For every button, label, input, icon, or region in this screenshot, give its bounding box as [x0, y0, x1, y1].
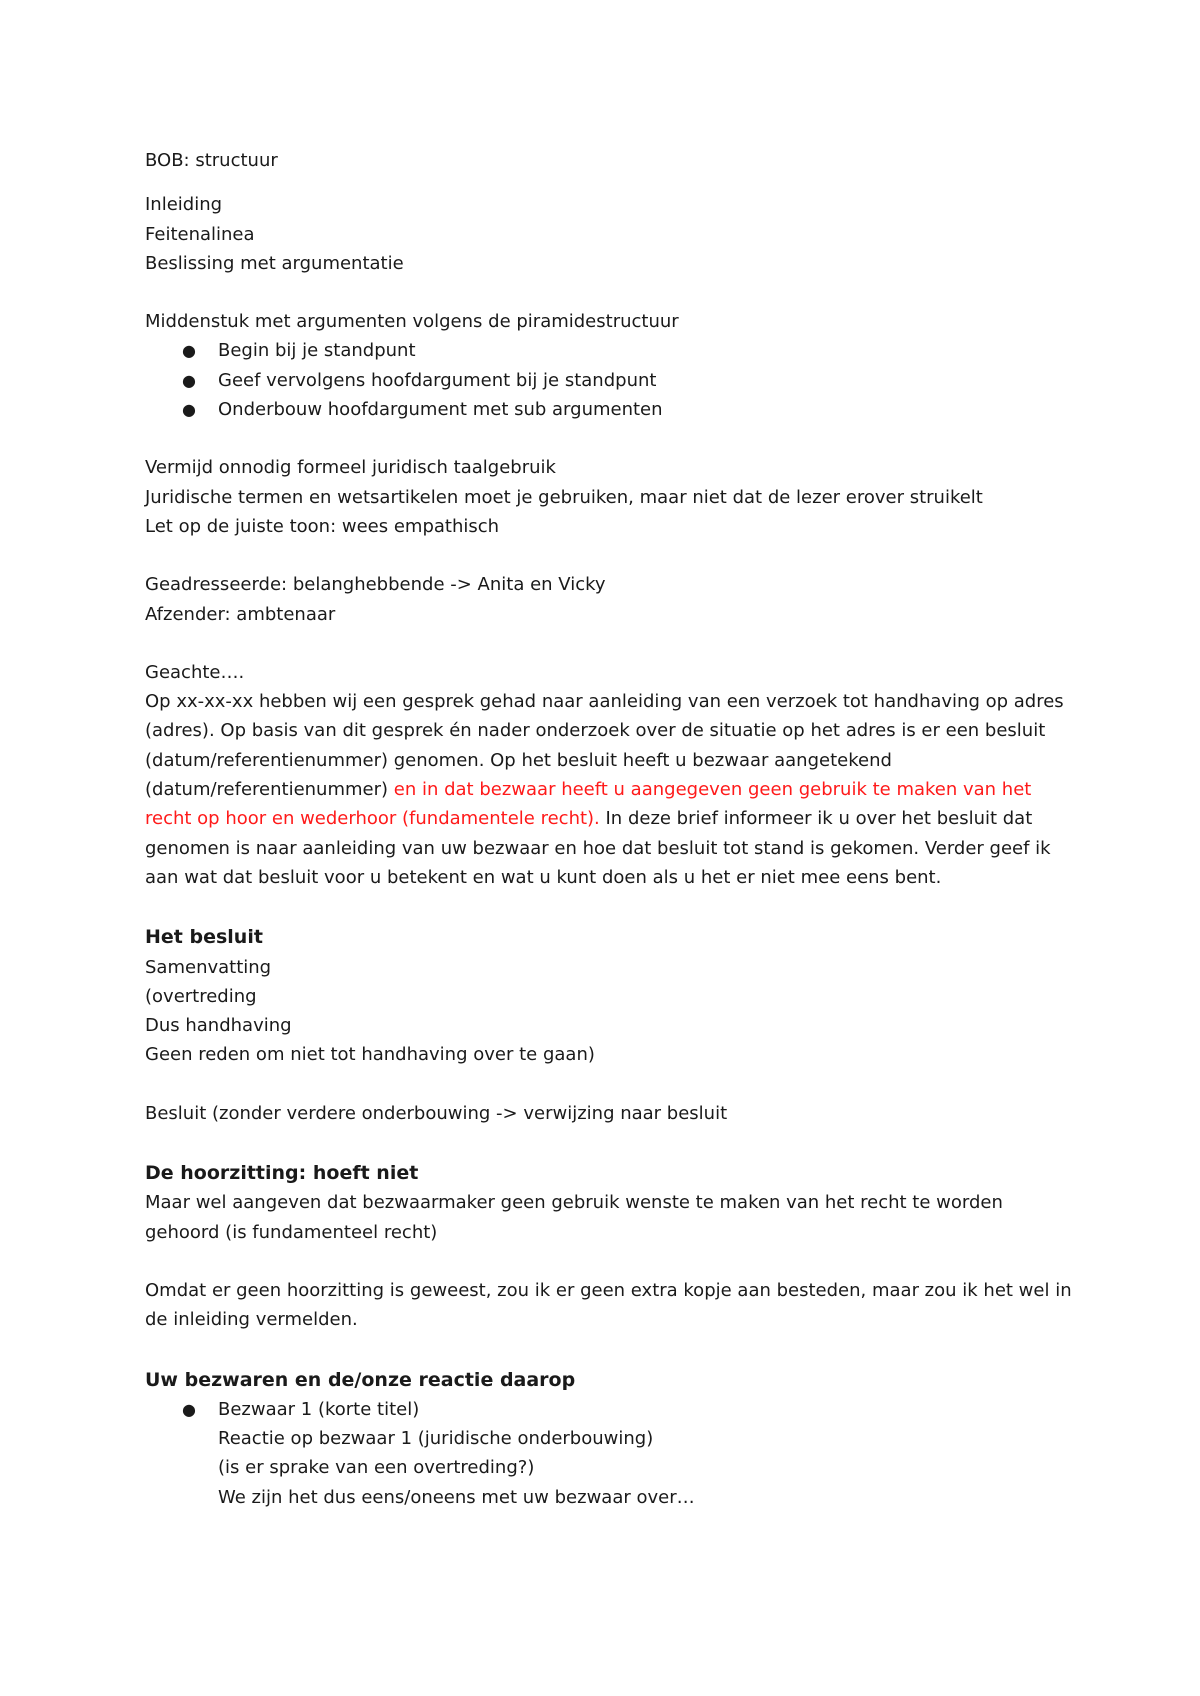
- bullet-icon: ●: [182, 1399, 196, 1419]
- list-item-text: Begin bij je standpunt: [218, 340, 416, 362]
- besluit-line: Samenvatting: [145, 956, 272, 978]
- hoorzitting-lines: [145, 1188, 1075, 1247]
- letter-line: [145, 775, 1075, 804]
- list-item-text: Onderbouw hoofdargument met sub argumenten: [218, 399, 663, 421]
- middle-bullets: [145, 336, 1075, 424]
- intro-line: Inleiding: [145, 194, 223, 216]
- list-item-text: We zijn het dus eens/oneens met uw bezwaar over…: [218, 1486, 695, 1508]
- besluit-line: Geen reden om niet tot handhaving over te gaan): [145, 1044, 595, 1066]
- letter-line: (adres). Op basis van dit gesprek én nader onderzoek over de situatie op het adres is er een besluit: [145, 720, 1046, 742]
- highlighted-text: en in dat bezwaar heeft u aangegeven geen gebruik te maken van het: [393, 779, 1032, 801]
- section-heading-hoorzitting: De hoorzitting: hoeft niet: [145, 1162, 419, 1185]
- besluit-lines: [145, 953, 1075, 1070]
- list-item-text: Geef vervolgens hoofdargument bij je standpunt: [218, 369, 657, 391]
- letter-line: (datum/referentienummer) genomen. Op het besluit heeft u bezwaar aangetekend: [145, 749, 892, 771]
- hoorzitting-line: gehoord (is fundamenteel recht): [145, 1221, 438, 1243]
- sender-line: Afzender: ambtenaar: [145, 603, 336, 625]
- letter-text: (datum/referentienummer): [145, 779, 394, 801]
- hoorzitting-note-line: Omdat er geen hoorzitting is geweest, zou ik er geen extra kopje aan besteden, maar zou ik het wel in: [145, 1279, 1072, 1301]
- bullet-icon: ●: [182, 400, 196, 420]
- intro-list: [145, 190, 1075, 278]
- hoorzitting-line: Maar wel aangeven dat bezwaarmaker geen gebruik wenste te maken van het recht te worden: [145, 1192, 1003, 1214]
- intro-line: Feitenalinea: [145, 223, 255, 245]
- style-line: Vermijd onnodig formeel juridisch taalgebruik: [145, 457, 556, 479]
- section-heading-bezwaren: Uw bezwaren en de/onze reactie daarop: [145, 1368, 576, 1391]
- besluit-line: (overtreding: [145, 985, 257, 1007]
- section-heading-besluit: Het besluit: [145, 926, 263, 949]
- letter-line: genomen is naar aanleiding van uw bezwaar en hoe dat besluit tot stand is gekomen. Verder geef ik: [145, 837, 1051, 859]
- salutation: Geachte….: [145, 661, 245, 683]
- document-title: BOB: structuur: [145, 150, 278, 171]
- list-item-text: Bezwaar 1 (korte titel): [218, 1398, 420, 1420]
- style-line: Juridische termen en wetsartikelen moet je gebruiken, maar niet dat de lezer erover struikelt: [145, 486, 983, 508]
- letter-text: In deze brief informeer ik u over het besluit dat: [599, 808, 1033, 830]
- bezwaren-bullets: [145, 1395, 1075, 1512]
- document-content: [145, 146, 1075, 1512]
- letter-intro: [145, 658, 1075, 892]
- letter-line: [145, 804, 1075, 833]
- middle-heading: Middenstuk met argumenten volgens de piramidestructuur: [145, 311, 679, 333]
- list-item: [145, 336, 1075, 365]
- list-item: [145, 366, 1075, 395]
- bullet-icon: ●: [182, 341, 196, 361]
- list-item: [145, 395, 1075, 424]
- addressee-block: [145, 570, 1075, 629]
- list-item-text: Reactie op bezwaar 1 (juridische onderbouwing): [218, 1428, 654, 1450]
- addressee-line: Geadresseerde: belanghebbende -> Anita en Vicky: [145, 574, 606, 596]
- list-item: [145, 1395, 1075, 1512]
- hoorzitting-note-line: de inleiding vermelden.: [145, 1309, 358, 1331]
- hoorzitting-note: [145, 1276, 1075, 1335]
- highlighted-text: recht op hoor en wederhoor (fundamentele recht).: [145, 808, 600, 830]
- letter-line: aan wat dat besluit voor u betekent en wat u kunt doen als u het er niet mee eens bent.: [145, 866, 942, 888]
- intro-line: Beslissing met argumentatie: [145, 252, 404, 274]
- besluit-note: Besluit (zonder verdere onderbouwing -> verwijzing naar besluit: [145, 1102, 728, 1124]
- list-item-text: (is er sprake van een overtreding?): [218, 1457, 535, 1479]
- style-line: Let op de juiste toon: wees empathisch: [145, 515, 500, 537]
- letter-line: Op xx-xx-xx hebben wij een gesprek gehad naar aanleiding van een verzoek tot handhaving op adres: [145, 691, 1064, 713]
- style-notes: [145, 453, 1075, 541]
- besluit-line: Dus handhaving: [145, 1015, 292, 1037]
- bullet-icon: ●: [182, 370, 196, 390]
